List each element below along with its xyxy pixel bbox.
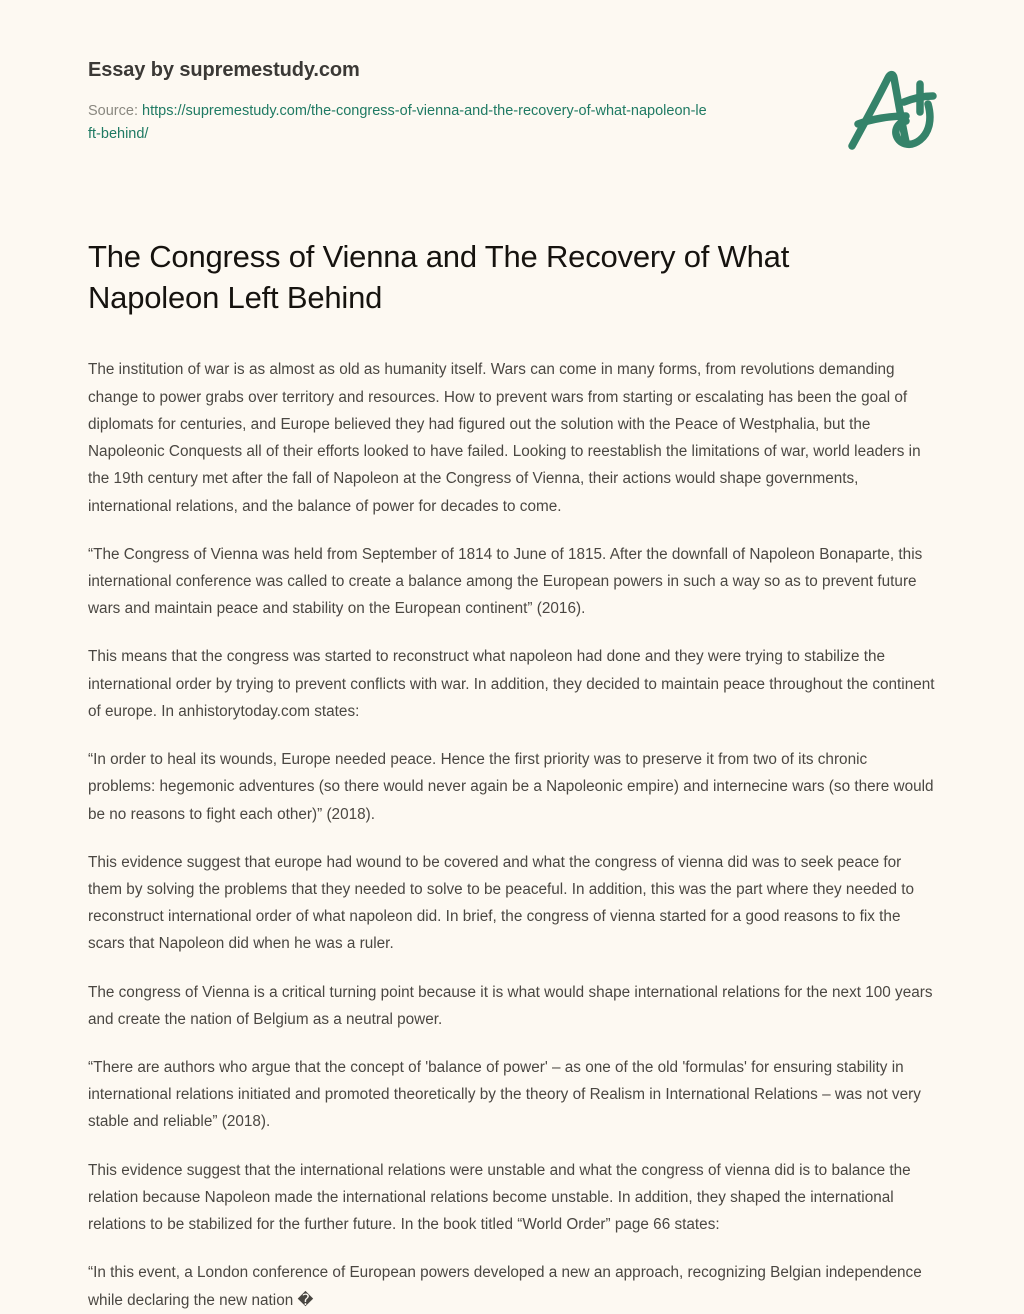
- paragraph: “There are authors who argue that the concept of 'balance of power' – as one of the old 'formulas' for ensuring stability in international relations initiated and promoted theoretically by the theory of Realism in International Relations – was not very stable and reliable” (2018).: [88, 1059, 921, 1131]
- a-plus-logo: [836, 58, 948, 168]
- paragraph: The congress of Vienna is a critical turning point because it is what would shape international relations for the next 100 years and create the nation of Belgium as a neutral power.: [88, 983, 933, 1028]
- source-url-link[interactable]: https://supremestudy.com/the-congress-of-vienna-and-the-recovery-of-what-napoleon-left-behind/: [88, 103, 707, 143]
- paragraph: “In this event, a London conference of European powers developed a new an approach, recognizing Belgian independence while declaring the new nation �: [88, 1264, 922, 1309]
- page-title: The Congress of Vienna and The Recovery of What Napoleon Left Behind: [88, 239, 790, 316]
- paragraph: “The Congress of Vienna was held from September of 1814 to June of 1815. After the downfall of Napoleon Bonaparte, this international conference was called to create a balance among the European powers in such a way so as to prevent future wars and maintain peace and stability on the European continent” (2016).: [88, 545, 923, 618]
- source-line: [88, 100, 708, 147]
- a-plus-logo-icon: [836, 58, 948, 168]
- paragraph: This evidence suggest that europe had wound to be covered and what the congress of vienna did was to seek peace for them by solving the problems that they needed to solve to be peaceful. In addition, this was the part where they needed to reconstruct international order of what napoleon did. In brief, the congress of vienna started for a good reasons to fix the scars that Napoleon did when he was a ruler.: [88, 853, 915, 953]
- paragraph: This evidence suggest that the international relations were unstable and what the congress of vienna did is to balance the relation because Napoleon made the international relations become unstable. In addition, they shaped the international relations to be stabilized for the further future. In the book titled “World Order” page 66 states:: [88, 1161, 911, 1234]
- essay-attribution: Essay by supremestudy.com: [88, 59, 360, 81]
- paragraph: This means that the congress was started to reconstruct what napoleon had done and they were trying to stabilize the international order by trying to prevent conflicts with war. In addition, they decided to maintain peace throughout the continent of europe. In anhistorytoday.com states:: [88, 648, 935, 720]
- source-label: Source:: [88, 103, 138, 119]
- article-body: [0, 236, 1024, 1314]
- paragraph: The institution of war is as almost as old as humanity itself. Wars can come in many forms, from revolutions demanding change to power grabs over territory and resources. How to prevent wars from starting or escalating has been the goal of diplomats for centuries, and Europe believed they had figured out the solution with the Peace of Westphalia, but the Napoleonic Conquests all of their efforts looked to have failed. Looking to reestablish the limitations of war, world leaders in the 19th century met after the fall of Napoleon at the Congress of Vienna, their actions would shape governments, international relations, and the balance of power for decades to come.: [88, 361, 921, 515]
- paragraph: “In order to heal its wounds, Europe needed peace. Hence the first priority was to preserve it from two of its chronic problems: hegemonic adventures (so there would never again be a Napoleonic empire) and internecine wars (so there would be no reasons to fight each other)” (2018).: [88, 751, 934, 823]
